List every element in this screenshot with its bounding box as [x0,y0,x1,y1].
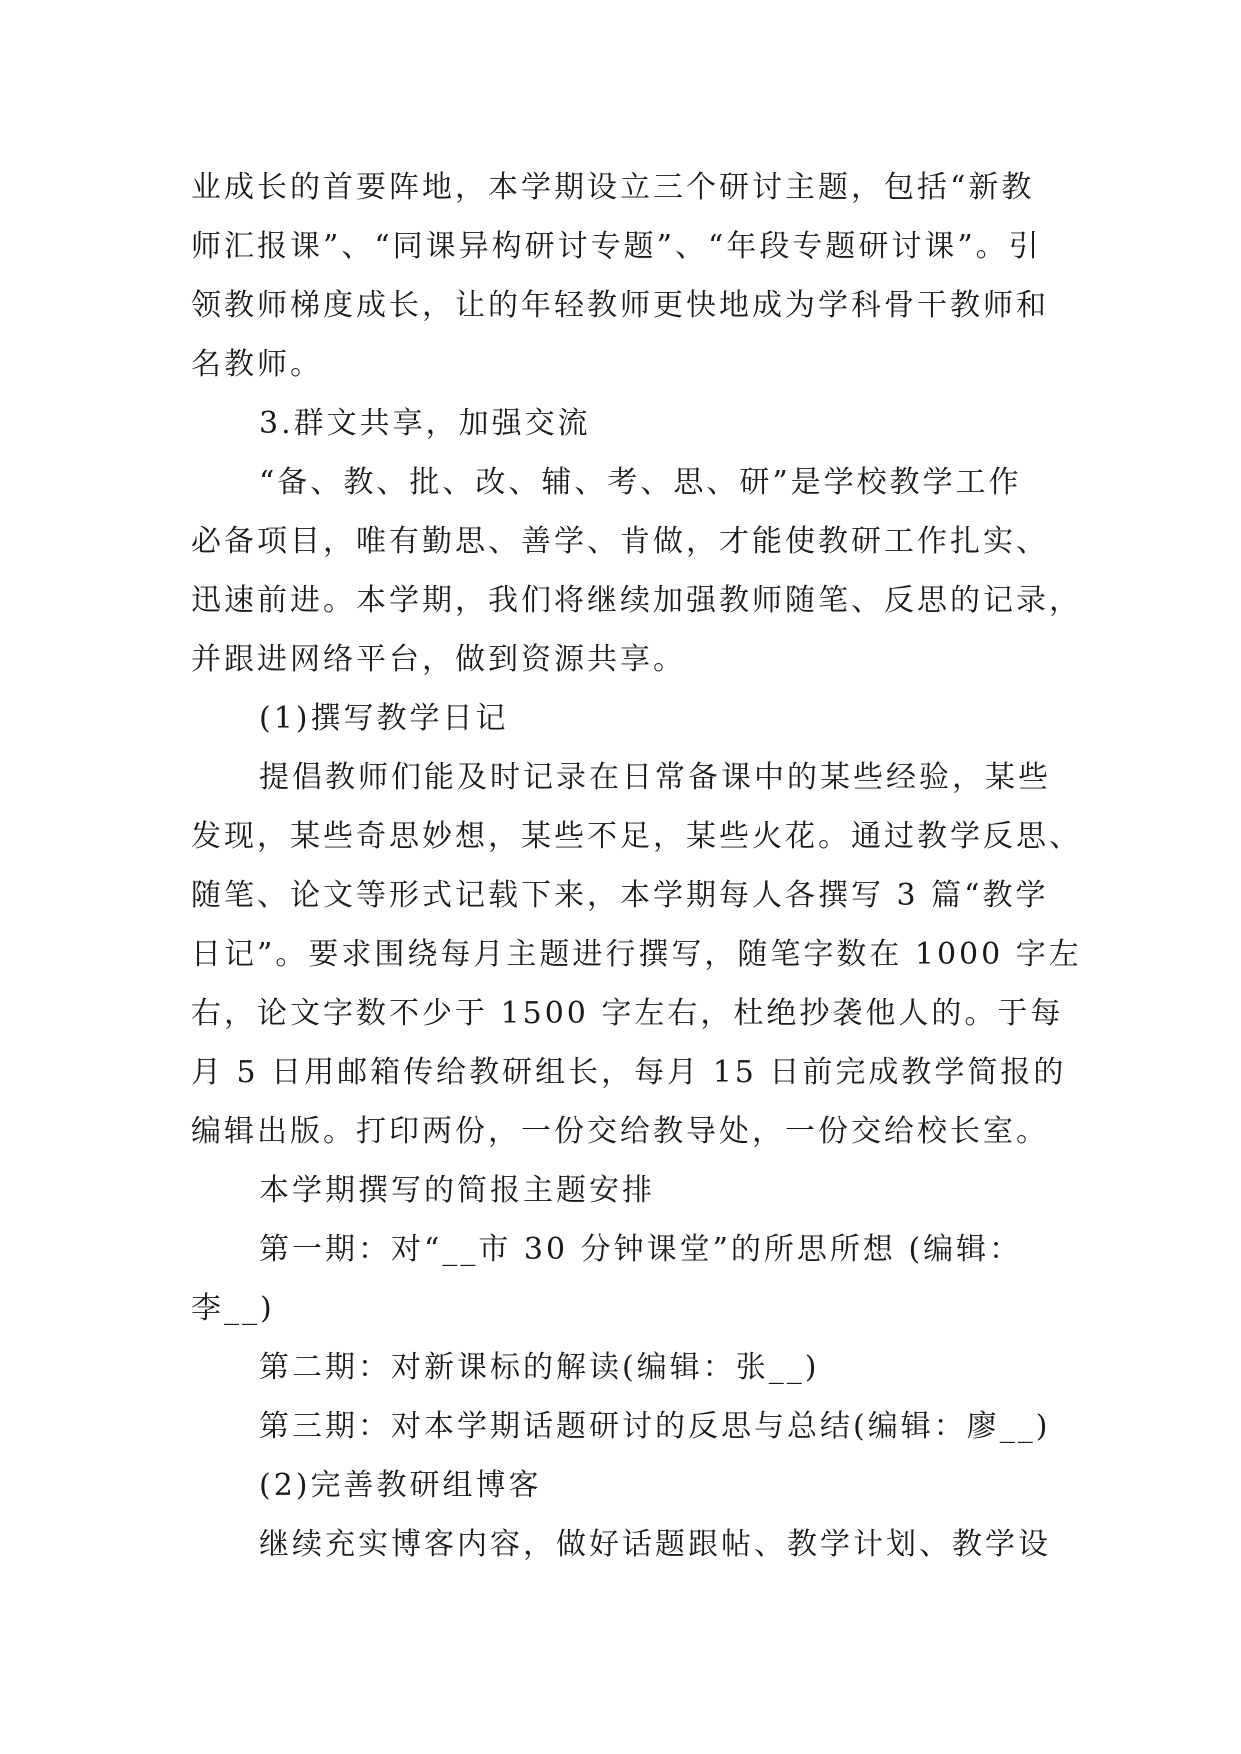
text-line: 业成长的首要阵地，本学期设立三个研讨主题，包括“新教 [191,170,1035,205]
text-line: 日记”。要求围绕每月主题进行撰写，随笔字数在 1000 字左 [191,937,1082,972]
text-line: 月 5 日用邮箱传给教研组长，每月 15 日前完成教学简报的 [191,1055,1067,1090]
text-line: 随笔、论文等形式记载下来，本学期每人各撰写 3 篇“教学 [191,878,1049,913]
text-line: 并跟进网络平台，做到资源共享。 [191,642,686,677]
text-line: 迅速前进。本学期，我们将继续加强教师随笔、反思的记录， [191,583,1082,618]
schedule-item: 第二期：对新课标的解读(编辑：张__) [259,1350,820,1385]
text-line: 师汇报课”、“同课异构研讨专题”、“年段专题研讨课”。引 [191,229,1042,264]
schedule-item-continued: 李__) [191,1291,275,1326]
section-heading: 3.群文共享，加强交流 [259,406,591,441]
text-line: 本学期撰写的简报主题安排 [259,1173,655,1208]
text-line: 右，论文字数不少于 1500 字左右，杜绝抄袭他人的。于每 [191,996,1064,1031]
subsection-heading: (2)完善教研组博客 [259,1468,542,1503]
text-line: 继续充实博客内容，做好话题跟帖、教学计划、教学设 [259,1527,1051,1562]
text-line: 提倡教师们能及时记录在日常备课中的某些经验，某些 [259,760,1051,795]
schedule-item: 第一期：对“__市 30 分钟课堂”的所思所想 (编辑： [259,1232,1023,1267]
text-line: 必备项目，唯有勤思、善学、肯做，才能使教研工作扎实、 [191,524,1049,559]
body-text [191,158,1082,1574]
text-line: 发现，某些奇思妙想，某些不足，某些火花。通过教学反思、 [191,819,1082,854]
text-line: 名教师。 [191,347,323,382]
text-line: “备、教、批、改、辅、考、思、研”是学校教学工作 [259,465,1022,500]
text-line: 领教师梯度成长，让的年轻教师更快地成为学科骨干教师和 [191,288,1049,323]
schedule-item: 第三期：对本学期话题研讨的反思与总结(编辑：廖__) [259,1409,1051,1444]
subsection-heading: (1)撰写教学日记 [259,701,509,736]
text-line: 编辑出版。打印两份，一份交给教导处，一份交给校长室。 [191,1114,1049,1149]
